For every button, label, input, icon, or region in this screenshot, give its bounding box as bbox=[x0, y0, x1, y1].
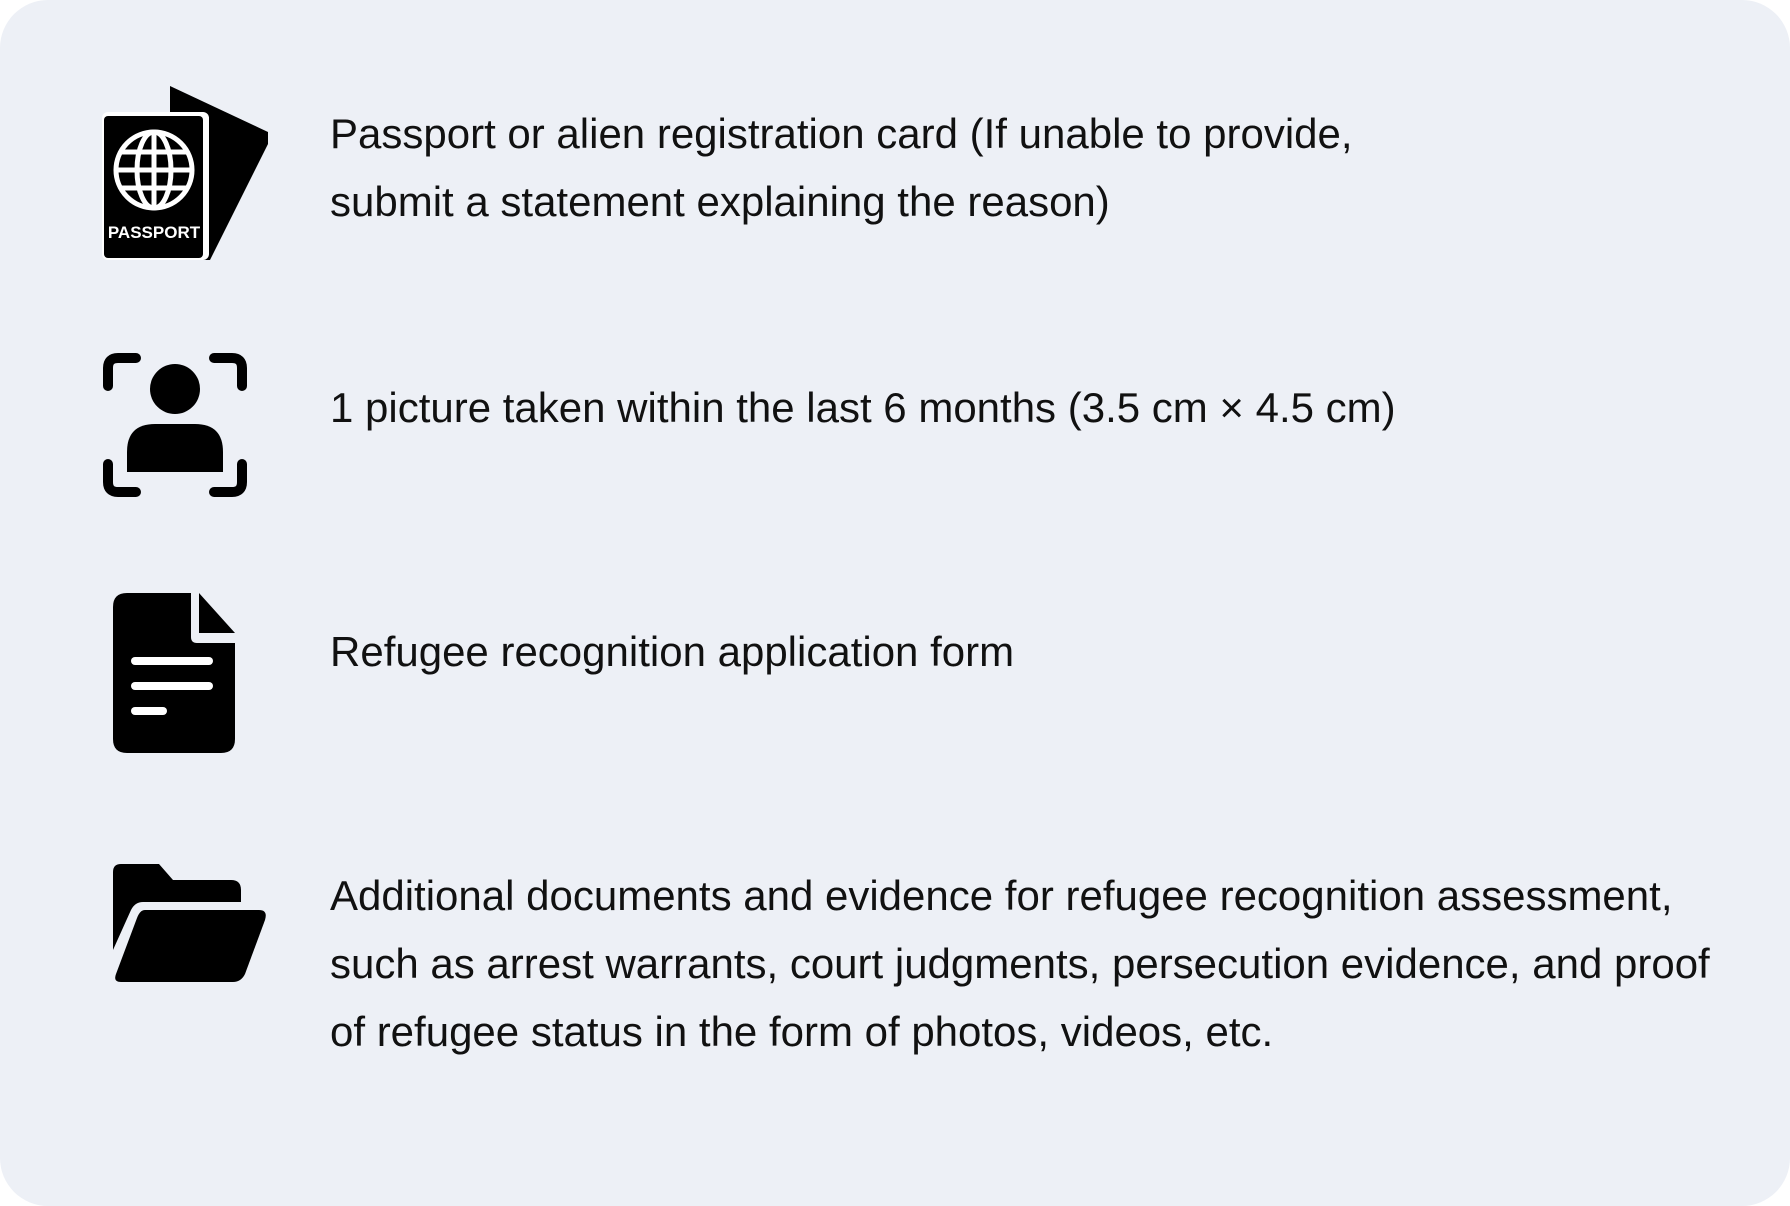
face-scan-icon bbox=[102, 352, 248, 498]
requirement-text: Refugee recognition application form bbox=[330, 628, 1015, 675]
requirement-text: Passport or alien registration card (If unable to provide, submit a statement explaining the reason) bbox=[330, 110, 1353, 225]
requirement-text: Additional documents and evidence for refugee recognition assessment, such as arrest warrants, court judgments, persecution evidence, and proof of refugee status in the form of photos, videos, etc. bbox=[330, 872, 1710, 1055]
passport-icon bbox=[102, 86, 268, 260]
passport-icon-label: PASSPORT bbox=[107, 223, 201, 242]
open-folder-icon bbox=[113, 864, 268, 984]
document-icon bbox=[113, 593, 237, 753]
requirement-text: 1 picture taken within the last 6 months (3.5 cm × 4.5 cm) bbox=[330, 384, 1396, 431]
